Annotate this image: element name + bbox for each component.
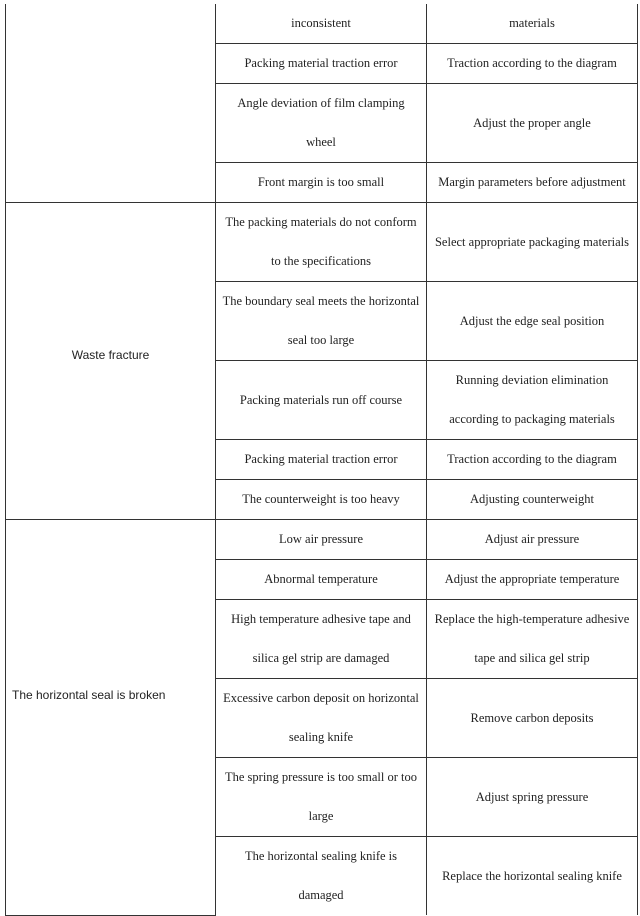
solution-cell: Adjust air pressure — [427, 520, 638, 560]
solution-cell: Replace the high-temperature adhesive tape and silica gel strip — [427, 600, 638, 679]
table-row — [6, 4, 638, 44]
solution-cell: Adjust spring pressure — [427, 758, 638, 837]
solution-cell: Adjust the appropriate temperature — [427, 560, 638, 600]
cause-cell: Packing materials run off course — [216, 361, 427, 440]
cause-cell: High temperature adhesive tape and silica gel strip are damaged — [216, 600, 427, 679]
fault-cell: Waste fracture — [6, 203, 216, 520]
cause-cell: Packing material traction error — [216, 44, 427, 84]
cause-cell: Excessive carbon deposit on horizontal sealing knife — [216, 679, 427, 758]
solution-cell: Replace the horizontal sealing knife — [427, 837, 638, 916]
troubleshooting-table — [5, 4, 638, 916]
cause-cell: Angle deviation of film clamping wheel — [216, 84, 427, 163]
cause-cell: Low air pressure — [216, 520, 427, 560]
solution-cell: Select appropriate packaging materials — [427, 203, 638, 282]
cause-cell: inconsistent — [216, 4, 427, 44]
solution-cell: Adjusting counterweight — [427, 480, 638, 520]
solution-cell: Traction according to the diagram — [427, 44, 638, 84]
solution-cell: Adjust the edge seal position — [427, 282, 638, 361]
cause-cell: Front margin is too small — [216, 163, 427, 203]
cause-cell: The counterweight is too heavy — [216, 480, 427, 520]
solution-cell: materials — [427, 4, 638, 44]
solution-cell: Traction according to the diagram — [427, 440, 638, 480]
table-row — [6, 520, 638, 560]
cause-cell: The boundary seal meets the horizontal seal too large — [216, 282, 427, 361]
cause-cell: The packing materials do not conform to the specifications — [216, 203, 427, 282]
solution-cell: Adjust the proper angle — [427, 84, 638, 163]
table-row — [6, 203, 638, 282]
cause-cell: The spring pressure is too small or too large — [216, 758, 427, 837]
solution-cell: Running deviation elimination according to packaging materials — [427, 361, 638, 440]
fault-cell — [6, 4, 216, 203]
solution-cell: Margin parameters before adjustment — [427, 163, 638, 203]
solution-cell: Remove carbon deposits — [427, 679, 638, 758]
fault-cell: The horizontal seal is broken — [6, 520, 216, 916]
cause-cell: Packing material traction error — [216, 440, 427, 480]
cause-cell: Abnormal temperature — [216, 560, 427, 600]
cause-cell: The horizontal sealing knife is damaged — [216, 837, 427, 916]
